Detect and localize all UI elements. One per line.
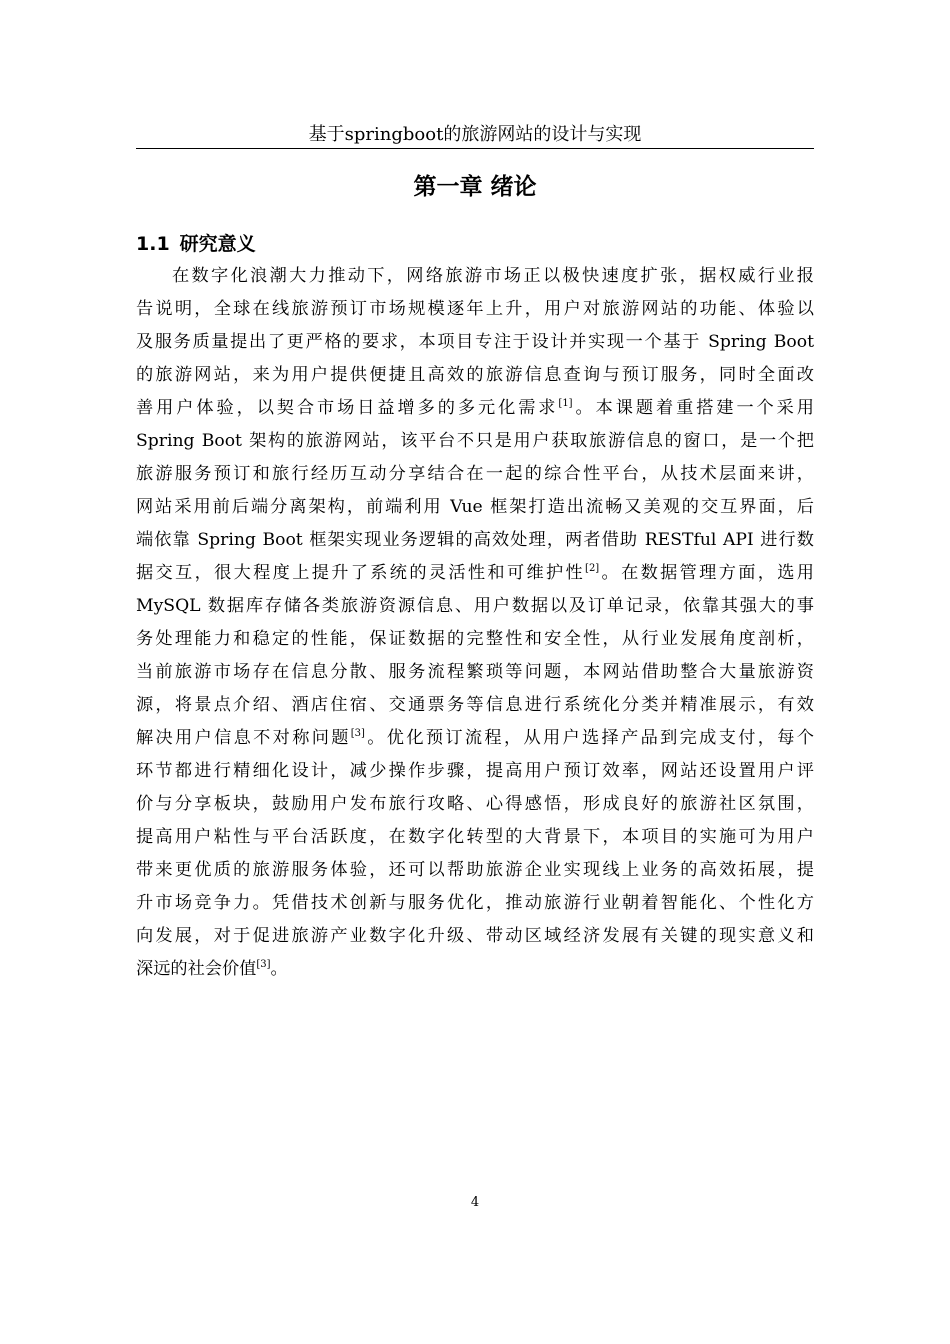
paragraph-line: 网站采用前后端分离架构，前端利用 Vue 框架打造出流畅又美观的交互界面，后	[136, 497, 814, 517]
paragraph-line: 提高用户粘性与平台活跃度，在数字化转型的大背景下，本项目的实施可为用户	[136, 827, 814, 847]
paragraph-line: 的旅游网站，来为用户提供便捷且高效的旅游信息查询与预订服务，同时全面改	[136, 365, 814, 385]
paragraph-line: 及服务质量提出了更严格的要求，本项目专注于设计并实现一个基于 Spring Boot	[136, 332, 814, 352]
paragraph-line: 旅游服务预订和旅行经历互动分享结合在一起的综合性平台，从技术层面来讲，	[136, 464, 814, 484]
section-number: 1.1	[136, 233, 170, 255]
body-paragraph	[136, 260, 814, 986]
header-rule	[136, 148, 814, 149]
paragraph-line: 向发展，对于促进旅游产业数字化升级、带动区域经济发展有关键的现实意义和	[136, 926, 814, 946]
paragraph-line: MySQL 数据库存储各类旅游资源信息、用户数据以及订单记录，依靠其强大的事	[136, 596, 814, 616]
paragraph-line: 源，将景点介绍、酒店住宿、交通票务等信息进行系统化分类并精准展示，有效	[136, 695, 814, 715]
paragraph-line: 价与分享板块，鼓励用户发布旅行攻略、心得感悟，形成良好的旅游社区氛围，	[136, 794, 814, 814]
citation-ref: [1]	[558, 398, 573, 409]
paragraph-line: 环节都进行精细化设计，减少操作步骤，提高用户预订效率，网站还设置用户评	[136, 761, 814, 781]
section-heading	[136, 229, 256, 259]
paragraph-line: 带来更优质的旅游服务体验，还可以帮助旅游企业实现线上业务的高效拓展，提	[136, 860, 814, 880]
paragraph-line: 告说明，全球在线旅游预订市场规模逐年上升，用户对旅游网站的功能、体验以	[136, 299, 814, 319]
page-number: 4	[470, 1195, 480, 1210]
paragraph-line: 解决用户信息不对称问题[3]。优化预订流程，从用户选择产品到完成支付，每个	[136, 728, 814, 748]
paragraph-line: Spring Boot 架构的旅游网站，该平台不只是用户获取旅游信息的窗口，是一个把	[136, 431, 814, 451]
paragraph-line: 端依靠 Spring Boot 框架实现业务逻辑的高效处理，两者借助 RESTful API 进行数	[136, 530, 814, 550]
paragraph-line: 务处理能力和稳定的性能，保证数据的完整性和安全性，从行业发展角度剖析，	[136, 629, 814, 649]
paragraph-line: 当前旅游市场存在信息分散、服务流程繁琐等问题，本网站借助整合大量旅游资	[136, 662, 814, 682]
running-header: 基于springboot的旅游网站的设计与实现	[308, 124, 642, 145]
paragraph-line: 深远的社会价值[3]。	[136, 959, 288, 979]
citation-ref: [3]	[256, 959, 271, 970]
citation-ref: [2]	[585, 563, 600, 574]
paragraph-line: 据交互，很大程度上提升了系统的灵活性和可维护性[2]。在数据管理方面，选用	[136, 563, 814, 583]
paragraph-line: 善用户体验，以契合市场日益增多的多元化需求[1]。本课题着重搭建一个采用	[136, 398, 814, 418]
chapter-title: 第一章 绪论	[413, 174, 537, 200]
citation-ref: [3]	[350, 728, 365, 739]
paragraph-line: 在数字化浪潮大力推动下，网络旅游市场正以极快速度扩张，据权威行业报	[172, 266, 814, 286]
section-title: 研究意义	[179, 233, 256, 255]
paragraph-line: 升市场竞争力。凭借技术创新与服务优化，推动旅游行业朝着智能化、个性化方	[136, 893, 814, 913]
